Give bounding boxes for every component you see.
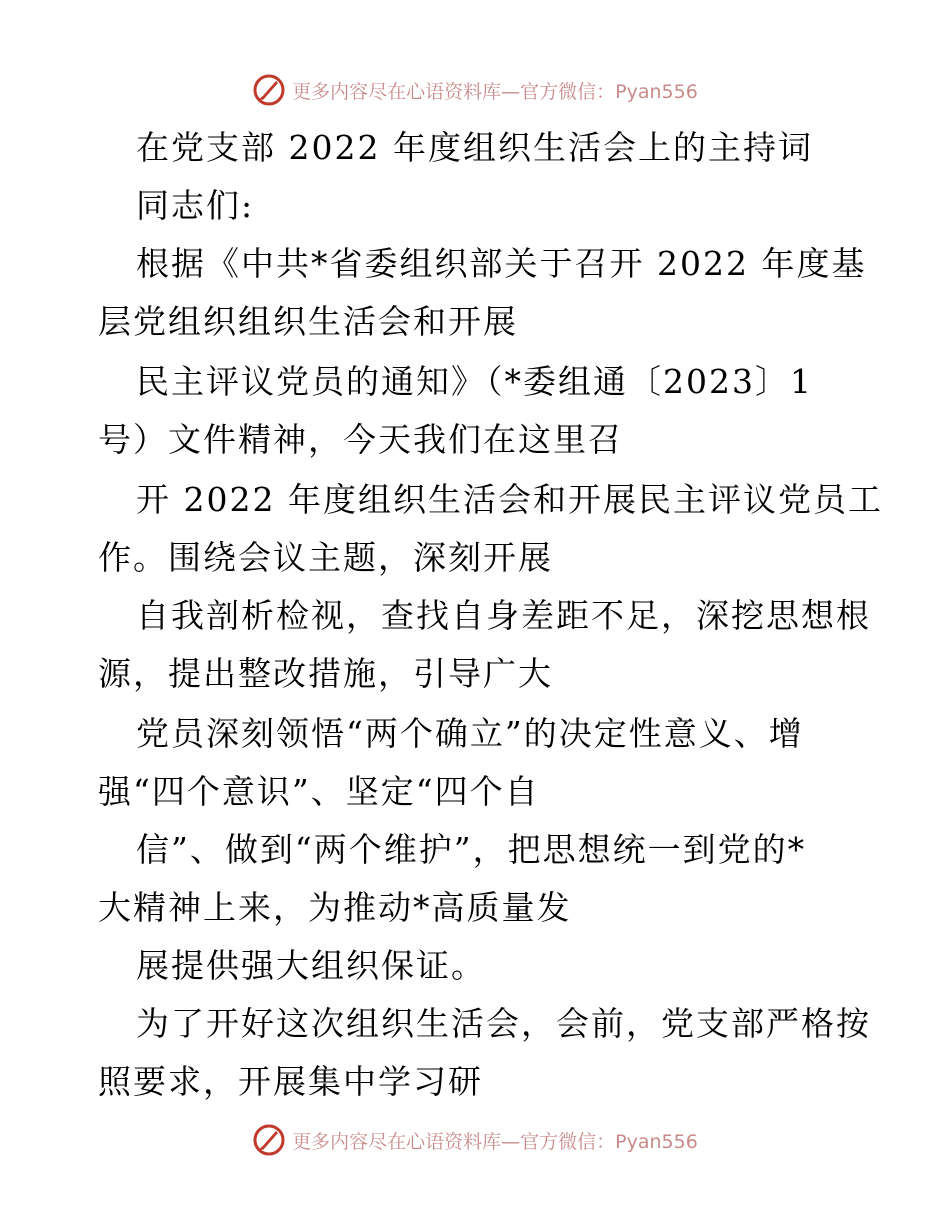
quill-logo-icon — [252, 1123, 286, 1157]
text-line: 照要求，开展集中学习研 — [98, 1062, 483, 1101]
watermark-banner-bottom — [0, 1120, 950, 1160]
text-line: 层党组织组织生活会和开展 — [98, 302, 518, 341]
text-line: 自我剖析检视，查找自身差距不足，深挖思想根 — [136, 596, 871, 635]
watermark-text: 更多内容尽在心语资料库—官方微信：Pyan556 — [292, 80, 698, 103]
watermark-banner-top — [0, 70, 950, 110]
text-line: 开 2022 年度组织生活会和开展民主评议党员工 — [136, 480, 883, 519]
text-line: 大精神上来，为推动*高质量发 — [98, 888, 572, 927]
watermark-text: 更多内容尽在心语资料库—官方微信：Pyan556 — [292, 1130, 698, 1153]
text-line: 党员深刻领悟“两个确立”的决定性意义、增 — [136, 714, 804, 753]
text-line: 民主评议党员的通知》（*委组通〔2023〕1 — [136, 362, 813, 401]
text-line: 根据《中共*省委组织部关于召开 2022 年度基 — [136, 244, 867, 283]
text-line: 为了开好这次组织生活会，会前，党支部严格按 — [136, 1004, 871, 1043]
text-line: 展提供强大组织保证。 — [136, 946, 486, 985]
text-line: 作。围绕会议主题，深刻开展 — [98, 538, 553, 577]
text-line: 源，提出整改措施，引导广大 — [98, 654, 553, 693]
quill-logo-icon — [252, 73, 286, 107]
text-line: 号）文件精神，今天我们在这里召 — [98, 420, 623, 459]
document-title: 在党支部 2022 年度组织生活会上的主持词 — [136, 128, 813, 167]
text-line: 信”、做到“两个维护”，把思想统一到党的* — [136, 830, 807, 869]
salutation: 同志们: — [136, 186, 255, 225]
text-line: 强“四个意识”、坚定“四个自 — [98, 772, 540, 811]
